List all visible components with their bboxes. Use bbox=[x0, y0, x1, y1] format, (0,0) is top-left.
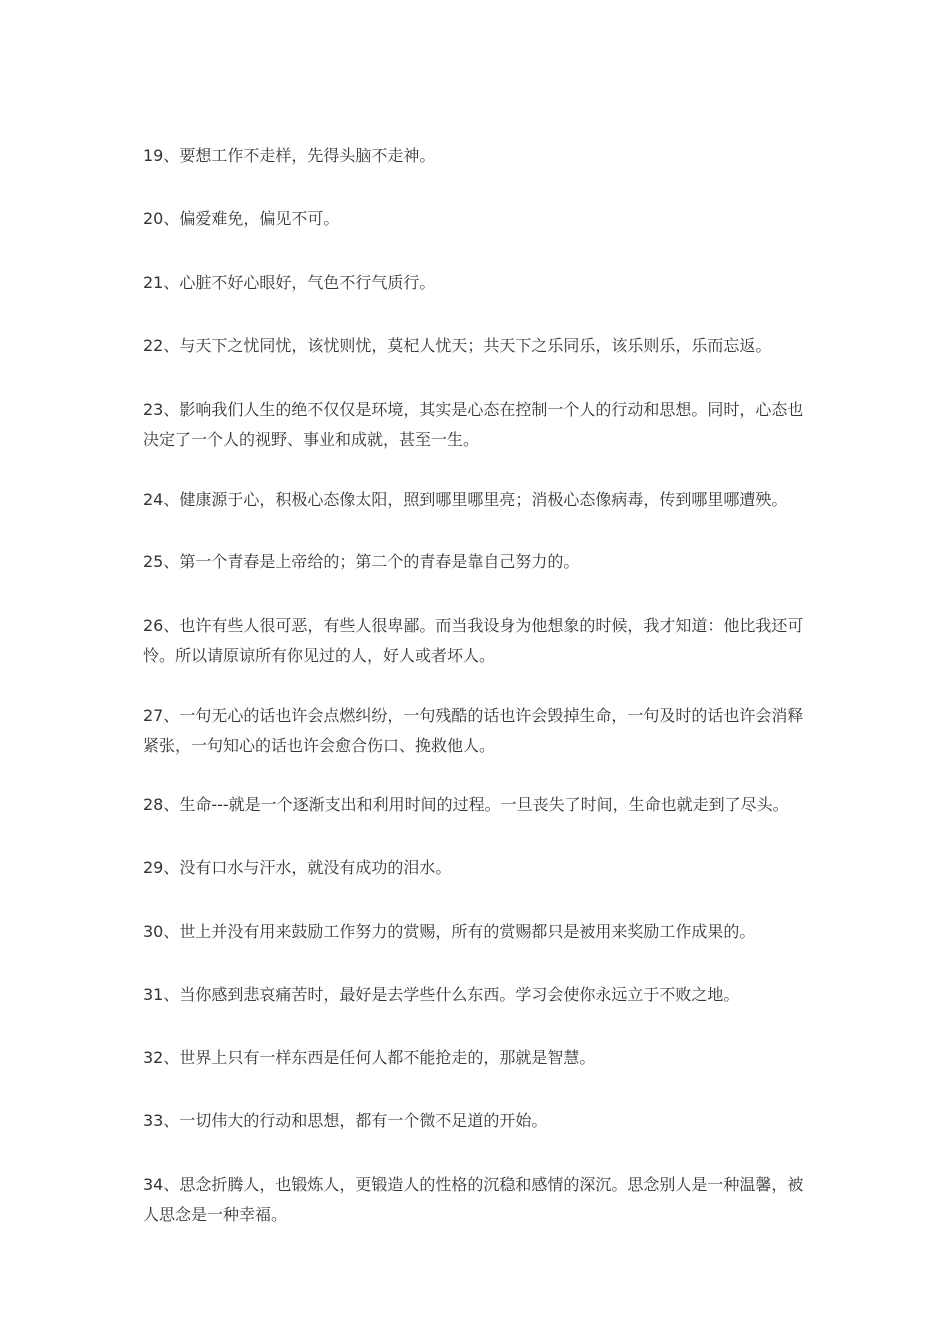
quote-27: 27、一句无心的话也许会点燃纠纷，一句残酷的话也许会毁掉生命，一句及时的话也许会消释紧张，一句知心的话也许会愈合伤口、挽救他人。 bbox=[143, 706, 804, 755]
quote-33: 33、一切伟大的行动和思想，都有一个微不足道的开始。 bbox=[143, 1111, 548, 1130]
quote-30: 30、世上并没有用来鼓励工作努力的赏赐，所有的赏赐都只是被用来奖励工作成果的。 bbox=[143, 922, 756, 941]
quote-26: 26、也许有些人很可恶，有些人很卑鄙。而当我设身为他想象的时候，我才知道：他比我还可怜。所以请原谅所有你见过的人，好人或者坏人。 bbox=[143, 616, 804, 665]
quote-28: 28、生命---就是一个逐渐支出和利用时间的过程。一旦丧失了时间，生命也就走到了尽头。 bbox=[143, 795, 789, 814]
quote-22: 22、与天下之忧同忧，该忧则忧，莫杞人忧天；共天下之乐同乐，该乐则乐，乐而忘返。 bbox=[143, 336, 772, 355]
quote-19: 19、要想工作不走样，先得头脑不走神。 bbox=[143, 146, 436, 165]
quote-20: 20、偏爱难免，偏见不可。 bbox=[143, 209, 340, 228]
quote-24: 24、健康源于心，积极心态像太阳，照到哪里哪里亮；消极心态像病毒，传到哪里哪遭殃。 bbox=[143, 490, 788, 509]
quote-34: 34、思念折腾人，也锻炼人，更锻造人的性格的沉稳和感情的深沉。思念别人是一种温馨，被人思念是一种幸福。 bbox=[143, 1175, 804, 1224]
quote-25: 25、第一个青春是上帝给的；第二个的青春是靠自己努力的。 bbox=[143, 552, 580, 571]
quote-21: 21、心脏不好心眼好，气色不行气质行。 bbox=[143, 273, 436, 292]
quote-29: 29、没有口水与汗水，就没有成功的泪水。 bbox=[143, 858, 452, 877]
quote-31: 31、当你感到悲哀痛苦时，最好是去学些什么东西。学习会使你永远立于不败之地。 bbox=[143, 985, 740, 1004]
quote-32: 32、世界上只有一样东西是任何人都不能抢走的，那就是智慧。 bbox=[143, 1048, 596, 1067]
quote-23: 23、影响我们人生的绝不仅仅是环境，其实是心态在控制一个人的行动和思想。同时，心态也决定了一个人的视野、事业和成就，甚至一生。 bbox=[143, 400, 804, 449]
